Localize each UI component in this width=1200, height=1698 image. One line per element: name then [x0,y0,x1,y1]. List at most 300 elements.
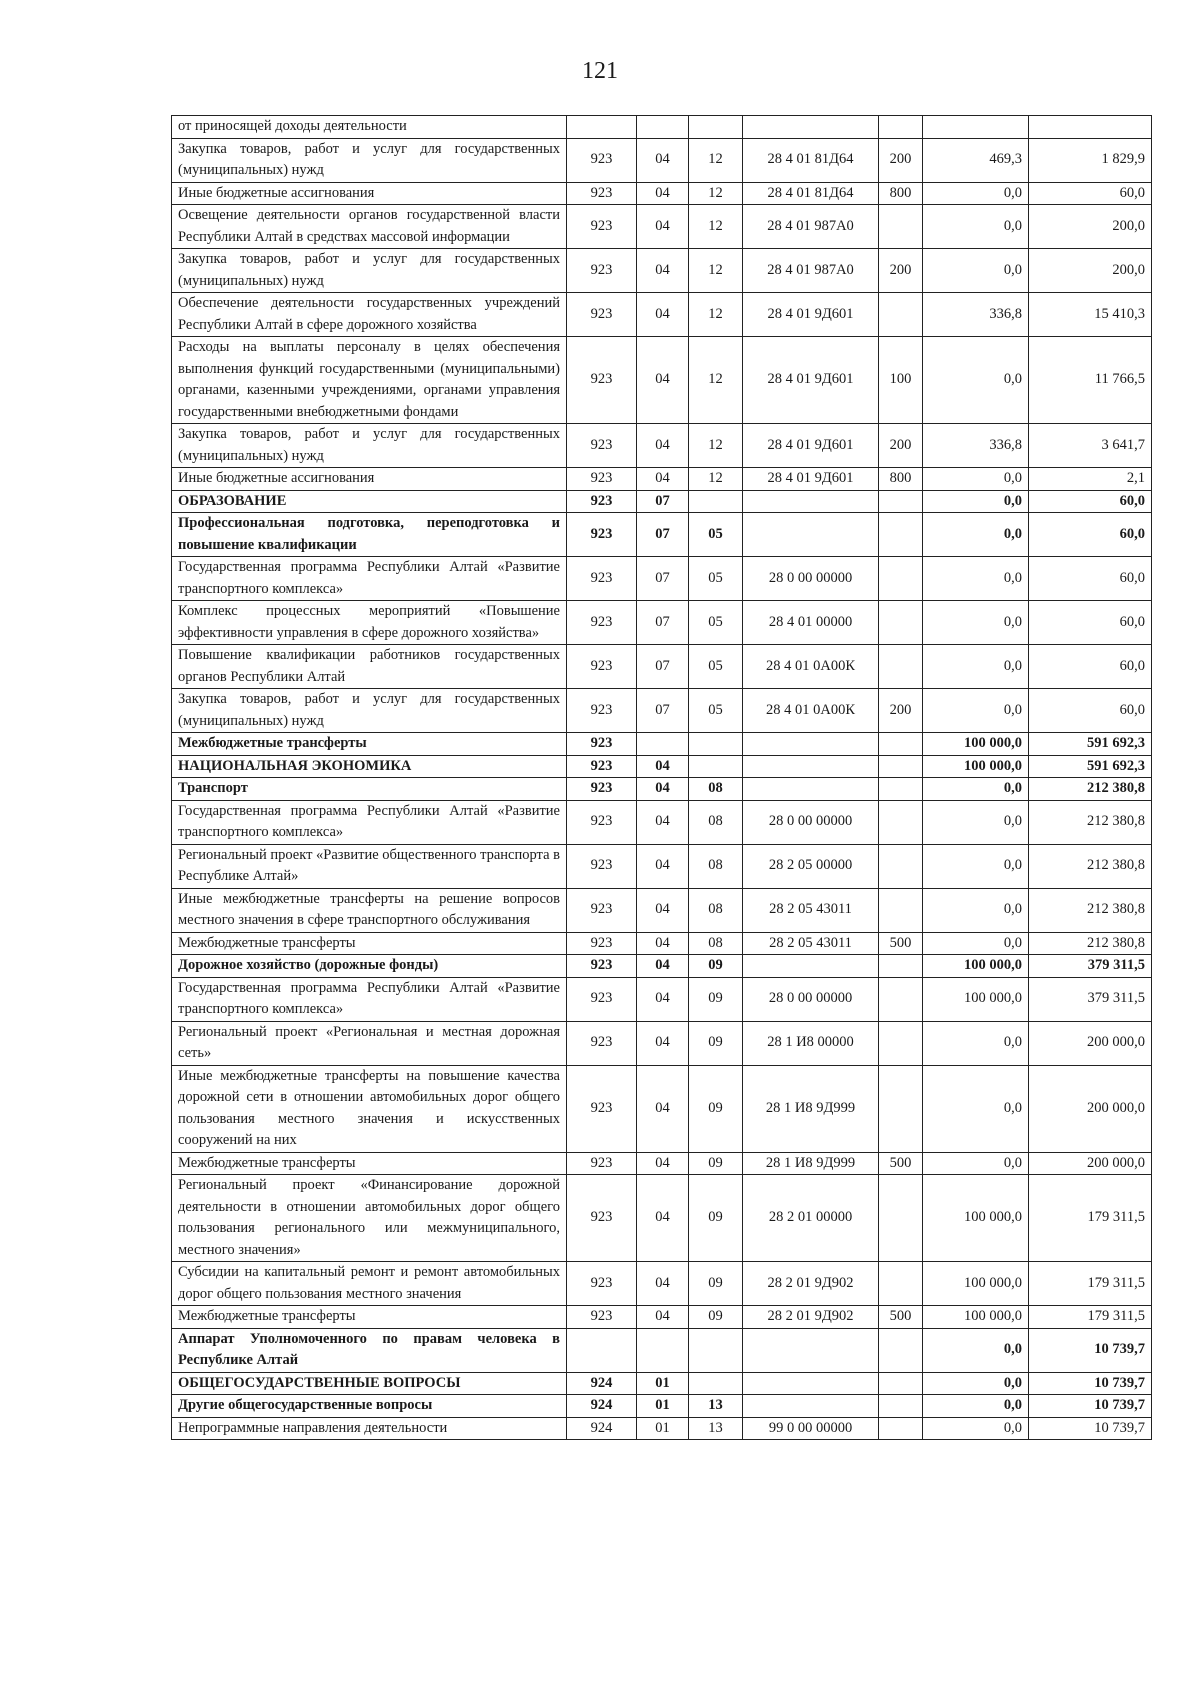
amount-1-cell: 100 000,0 [923,1262,1029,1306]
table-row [172,888,1152,932]
table-row [172,1065,1152,1152]
amount-2-cell: 179 311,5 [1029,1262,1152,1306]
expense-name-cell: Иные бюджетные ассигнования [172,182,567,205]
table-row [172,689,1152,733]
subsection-code-cell: 05 [689,513,743,557]
expense-name-cell: Закупка товаров, работ и услуг для государственных (муниципальных) нужд [172,138,567,182]
subsection-code-cell: 08 [689,778,743,801]
expense-name-cell: Региональный проект «Финансирование дорожной деятельности в отношении автомобильных дорог общего пользования регионального или межмуниципального, местного значения» [172,1175,567,1262]
amount-2-cell: 10 739,7 [1029,1328,1152,1372]
expense-name-cell: Иные межбюджетные трансферты на решение вопросов местного значения в сфере транспортного обслуживания [172,888,567,932]
subsection-code-cell: 13 [689,1395,743,1418]
ministry-code-cell: 923 [567,755,637,778]
amount-1-cell: 0,0 [923,205,1029,249]
target-article-cell: 28 4 01 9Д601 [743,337,879,424]
target-article-cell [743,955,879,978]
target-article-cell: 28 4 01 0А00К [743,645,879,689]
ministry-code-cell: 923 [567,1021,637,1065]
amount-1-cell: 0,0 [923,645,1029,689]
expense-name-cell: Комплекс процессных мероприятий «Повышение эффективности управления в сфере дорожного хозяйства» [172,601,567,645]
amount-2-cell: 60,0 [1029,490,1152,513]
subsection-code-cell: 12 [689,138,743,182]
target-article-cell: 28 4 01 987А0 [743,205,879,249]
ministry-code-cell: 923 [567,778,637,801]
expense-name-cell: Закупка товаров, работ и услуг для государственных (муниципальных) нужд [172,689,567,733]
table-row [172,468,1152,491]
ministry-code-cell: 924 [567,1417,637,1440]
section-code-cell [637,733,689,756]
amount-2-cell: 200,0 [1029,205,1152,249]
amount-1-cell: 0,0 [923,337,1029,424]
amount-1-cell: 0,0 [923,557,1029,601]
target-article-cell [743,513,879,557]
target-article-cell: 28 4 01 00000 [743,601,879,645]
subsection-code-cell: 08 [689,932,743,955]
target-article-cell: 99 0 00 00000 [743,1417,879,1440]
expense-type-cell [879,490,923,513]
amount-1-cell: 100 000,0 [923,733,1029,756]
subsection-code-cell: 12 [689,337,743,424]
budget-table [171,115,1152,1440]
amount-1-cell: 0,0 [923,249,1029,293]
section-code-cell: 04 [637,1175,689,1262]
section-code-cell: 04 [637,424,689,468]
amount-1-cell: 100 000,0 [923,977,1029,1021]
expense-type-cell: 500 [879,1152,923,1175]
amount-1-cell: 0,0 [923,601,1029,645]
section-code-cell: 04 [637,293,689,337]
expense-name-cell: Государственная программа Республики Алтай «Развитие транспортного комплекса» [172,977,567,1021]
table-row [172,755,1152,778]
ministry-code-cell: 923 [567,689,637,733]
target-article-cell: 28 4 01 81Д64 [743,138,879,182]
section-code-cell: 04 [637,1152,689,1175]
table-row [172,1262,1152,1306]
table-row [172,205,1152,249]
expense-type-cell [879,293,923,337]
expense-type-cell [879,1021,923,1065]
subsection-code-cell: 12 [689,468,743,491]
ministry-code-cell: 923 [567,138,637,182]
section-code-cell: 04 [637,888,689,932]
expense-type-cell [879,557,923,601]
table-row [172,182,1152,205]
ministry-code-cell: 923 [567,182,637,205]
ministry-code-cell: 923 [567,337,637,424]
section-code-cell: 04 [637,800,689,844]
section-code-cell: 01 [637,1417,689,1440]
target-article-cell: 28 2 05 00000 [743,844,879,888]
amount-2-cell: 1 829,9 [1029,138,1152,182]
table-row [172,844,1152,888]
expense-name-cell: Региональный проект «Региональная и местная дорожная сеть» [172,1021,567,1065]
amount-2-cell: 60,0 [1029,513,1152,557]
target-article-cell: 28 2 05 43011 [743,932,879,955]
ministry-code-cell: 923 [567,1262,637,1306]
subsection-code-cell [689,490,743,513]
amount-2-cell: 60,0 [1029,689,1152,733]
expense-type-cell [879,755,923,778]
section-code-cell: 04 [637,1306,689,1329]
amount-2-cell [1029,116,1152,139]
subsection-code-cell: 09 [689,1065,743,1152]
target-article-cell: 28 1 И8 00000 [743,1021,879,1065]
ministry-code-cell: 923 [567,468,637,491]
expense-name-cell: Закупка товаров, работ и услуг для государственных (муниципальных) нужд [172,249,567,293]
amount-2-cell: 200 000,0 [1029,1152,1152,1175]
section-code-cell: 07 [637,645,689,689]
expense-type-cell [879,977,923,1021]
subsection-code-cell: 12 [689,182,743,205]
subsection-code-cell: 05 [689,645,743,689]
amount-1-cell: 0,0 [923,888,1029,932]
expense-type-cell: 200 [879,249,923,293]
expense-type-cell [879,645,923,689]
table-row [172,513,1152,557]
section-code-cell: 07 [637,513,689,557]
amount-1-cell: 336,8 [923,424,1029,468]
expense-name-cell: ОБРАЗОВАНИЕ [172,490,567,513]
amount-2-cell: 10 739,7 [1029,1372,1152,1395]
amount-2-cell: 591 692,3 [1029,733,1152,756]
amount-1-cell: 0,0 [923,844,1029,888]
table-row [172,645,1152,689]
section-code-cell: 07 [637,689,689,733]
target-article-cell: 28 4 01 9Д601 [743,293,879,337]
table-row [172,1328,1152,1372]
amount-2-cell: 379 311,5 [1029,977,1152,1021]
expense-type-cell: 800 [879,468,923,491]
section-code-cell: 04 [637,1021,689,1065]
ministry-code-cell: 923 [567,293,637,337]
table-row [172,1021,1152,1065]
amount-1-cell: 469,3 [923,138,1029,182]
table-row [172,932,1152,955]
ministry-code-cell [567,116,637,139]
ministry-code-cell: 923 [567,1306,637,1329]
target-article-cell [743,116,879,139]
expense-type-cell: 500 [879,1306,923,1329]
section-code-cell: 01 [637,1395,689,1418]
expense-name-cell: Государственная программа Республики Алтай «Развитие транспортного комплекса» [172,800,567,844]
amount-1-cell: 0,0 [923,1372,1029,1395]
ministry-code-cell: 923 [567,955,637,978]
table-row [172,1306,1152,1329]
expense-name-cell: Транспорт [172,778,567,801]
subsection-code-cell [689,733,743,756]
target-article-cell [743,1328,879,1372]
ministry-code-cell: 923 [567,844,637,888]
subsection-code-cell: 08 [689,888,743,932]
subsection-code-cell: 13 [689,1417,743,1440]
ministry-code-cell: 923 [567,601,637,645]
table-row [172,293,1152,337]
amount-1-cell: 0,0 [923,1021,1029,1065]
expense-type-cell [879,1417,923,1440]
table-row [172,800,1152,844]
amount-2-cell: 60,0 [1029,601,1152,645]
table-row [172,955,1152,978]
expense-name-cell: Обеспечение деятельности государственных учреждений Республики Алтай в сфере дорожного хозяйства [172,293,567,337]
table-row [172,733,1152,756]
section-code-cell: 04 [637,337,689,424]
expense-type-cell [879,1175,923,1262]
subsection-code-cell: 09 [689,955,743,978]
amount-2-cell: 212 380,8 [1029,778,1152,801]
amount-1-cell: 0,0 [923,1065,1029,1152]
target-article-cell [743,1372,879,1395]
target-article-cell: 28 4 01 0А00К [743,689,879,733]
expense-name-cell: Дорожное хозяйство (дорожные фонды) [172,955,567,978]
subsection-code-cell [689,116,743,139]
expense-name-cell: от приносящей доходы деятельности [172,116,567,139]
subsection-code-cell [689,1328,743,1372]
ministry-code-cell [567,1328,637,1372]
expense-type-cell [879,844,923,888]
amount-2-cell: 212 380,8 [1029,800,1152,844]
expense-name-cell: Межбюджетные трансферты [172,1152,567,1175]
section-code-cell: 04 [637,955,689,978]
expense-type-cell [879,601,923,645]
amount-1-cell: 0,0 [923,513,1029,557]
amount-1-cell: 0,0 [923,182,1029,205]
amount-2-cell: 200 000,0 [1029,1065,1152,1152]
ministry-code-cell: 924 [567,1372,637,1395]
subsection-code-cell: 09 [689,1152,743,1175]
table-row [172,138,1152,182]
target-article-cell: 28 2 05 43011 [743,888,879,932]
subsection-code-cell: 09 [689,1175,743,1262]
ministry-code-cell: 924 [567,1395,637,1418]
section-code-cell: 07 [637,601,689,645]
section-code-cell: 04 [637,182,689,205]
table-row [172,1152,1152,1175]
amount-2-cell: 15 410,3 [1029,293,1152,337]
subsection-code-cell: 05 [689,689,743,733]
section-code-cell: 04 [637,249,689,293]
expense-name-cell: Повышение квалификации работников государственных органов Республики Алтай [172,645,567,689]
section-code-cell [637,1328,689,1372]
expense-name-cell: Освещение деятельности органов государственной власти Республики Алтай в средствах массовой информации [172,205,567,249]
expense-name-cell: Государственная программа Республики Алтай «Развитие транспортного комплекса» [172,557,567,601]
amount-2-cell: 179 311,5 [1029,1175,1152,1262]
table-row [172,778,1152,801]
page-number: 121 [582,58,618,84]
ministry-code-cell: 923 [567,1152,637,1175]
amount-1-cell: 0,0 [923,1395,1029,1418]
target-article-cell: 28 2 01 00000 [743,1175,879,1262]
expense-type-cell [879,205,923,249]
section-code-cell: 04 [637,844,689,888]
table-row [172,490,1152,513]
target-article-cell: 28 0 00 00000 [743,557,879,601]
amount-1-cell: 0,0 [923,490,1029,513]
section-code-cell: 04 [637,977,689,1021]
amount-1-cell: 0,0 [923,1152,1029,1175]
table-row [172,1395,1152,1418]
subsection-code-cell: 08 [689,800,743,844]
amount-1-cell: 0,0 [923,800,1029,844]
subsection-code-cell: 09 [689,1306,743,1329]
amount-1-cell: 100 000,0 [923,755,1029,778]
section-code-cell: 04 [637,205,689,249]
ministry-code-cell: 923 [567,1175,637,1262]
amount-2-cell: 10 739,7 [1029,1395,1152,1418]
amount-2-cell: 179 311,5 [1029,1306,1152,1329]
section-code-cell [637,116,689,139]
subsection-code-cell: 08 [689,844,743,888]
amount-1-cell: 100 000,0 [923,955,1029,978]
amount-2-cell: 591 692,3 [1029,755,1152,778]
amount-1-cell: 0,0 [923,689,1029,733]
expense-type-cell: 200 [879,424,923,468]
expense-type-cell [879,1262,923,1306]
expense-name-cell: Другие общегосударственные вопросы [172,1395,567,1418]
ministry-code-cell: 923 [567,1065,637,1152]
target-article-cell: 28 4 01 987А0 [743,249,879,293]
target-article-cell: 28 2 01 9Д902 [743,1306,879,1329]
amount-1-cell: 0,0 [923,932,1029,955]
expense-type-cell [879,800,923,844]
expense-name-cell: Расходы на выплаты персоналу в целях обеспечения выполнения функций государственными (муниципальными) органами, казенными учреждениями, органами управления государственными внебюджетными фондами [172,337,567,424]
table-row [172,977,1152,1021]
subsection-code-cell: 09 [689,977,743,1021]
expense-type-cell [879,778,923,801]
expense-type-cell: 500 [879,932,923,955]
expense-type-cell [879,116,923,139]
ministry-code-cell: 923 [567,888,637,932]
amount-1-cell: 336,8 [923,293,1029,337]
target-article-cell [743,778,879,801]
subsection-code-cell: 12 [689,205,743,249]
section-code-cell: 04 [637,778,689,801]
expense-type-cell [879,733,923,756]
amount-2-cell: 2,1 [1029,468,1152,491]
amount-2-cell: 212 380,8 [1029,844,1152,888]
table-row [172,1417,1152,1440]
expense-name-cell: Региональный проект «Развитие общественного транспорта в Республике Алтай» [172,844,567,888]
expense-type-cell: 100 [879,337,923,424]
target-article-cell: 28 1 И8 9Д999 [743,1065,879,1152]
amount-2-cell: 212 380,8 [1029,888,1152,932]
amount-1-cell: 100 000,0 [923,1306,1029,1329]
amount-2-cell: 200 000,0 [1029,1021,1152,1065]
subsection-code-cell: 05 [689,601,743,645]
section-code-cell: 04 [637,1262,689,1306]
expense-type-cell [879,1372,923,1395]
ministry-code-cell: 923 [567,513,637,557]
expense-type-cell [879,513,923,557]
table-body [172,116,1152,1440]
ministry-code-cell: 923 [567,800,637,844]
amount-1-cell: 0,0 [923,1417,1029,1440]
expense-name-cell: Межбюджетные трансферты [172,932,567,955]
amount-2-cell: 60,0 [1029,645,1152,689]
section-code-cell: 04 [637,1065,689,1152]
expense-type-cell [879,1065,923,1152]
subsection-code-cell: 09 [689,1262,743,1306]
expense-type-cell: 200 [879,689,923,733]
expense-type-cell [879,1328,923,1372]
amount-1-cell: 0,0 [923,1328,1029,1372]
ministry-code-cell: 923 [567,424,637,468]
section-code-cell: 04 [637,755,689,778]
target-article-cell [743,755,879,778]
section-code-cell: 07 [637,490,689,513]
amount-1-cell [923,116,1029,139]
expense-type-cell [879,955,923,978]
target-article-cell [743,733,879,756]
ministry-code-cell: 923 [567,205,637,249]
amount-2-cell: 60,0 [1029,557,1152,601]
ministry-code-cell: 923 [567,932,637,955]
amount-2-cell: 379 311,5 [1029,955,1152,978]
subsection-code-cell: 12 [689,249,743,293]
target-article-cell: 28 2 01 9Д902 [743,1262,879,1306]
target-article-cell: 28 4 01 9Д601 [743,468,879,491]
table-row [172,424,1152,468]
target-article-cell [743,1395,879,1418]
expense-name-cell: Межбюджетные трансферты [172,1306,567,1329]
ministry-code-cell: 923 [567,645,637,689]
expense-name-cell: Иные бюджетные ассигнования [172,468,567,491]
subsection-code-cell [689,755,743,778]
section-code-cell: 01 [637,1372,689,1395]
expense-name-cell: Иные межбюджетные трансферты на повышение качества дорожной сети в отношении автомобильных дорог общего пользования местного значения и искусственных сооружений на них [172,1065,567,1152]
amount-2-cell: 11 766,5 [1029,337,1152,424]
ministry-code-cell: 923 [567,977,637,1021]
target-article-cell [743,490,879,513]
expense-type-cell: 800 [879,182,923,205]
target-article-cell: 28 1 И8 9Д999 [743,1152,879,1175]
section-code-cell: 04 [637,932,689,955]
subsection-code-cell [689,1372,743,1395]
subsection-code-cell: 12 [689,293,743,337]
amount-2-cell: 10 739,7 [1029,1417,1152,1440]
table-row [172,337,1152,424]
amount-2-cell: 212 380,8 [1029,932,1152,955]
expense-name-cell: Закупка товаров, работ и услуг для государственных (муниципальных) нужд [172,424,567,468]
expense-name-cell: Непрограммные направления деятельности [172,1417,567,1440]
table-row [172,601,1152,645]
subsection-code-cell: 05 [689,557,743,601]
target-article-cell: 28 4 01 81Д64 [743,182,879,205]
target-article-cell: 28 0 00 00000 [743,977,879,1021]
ministry-code-cell: 923 [567,733,637,756]
amount-1-cell: 0,0 [923,778,1029,801]
section-code-cell: 07 [637,557,689,601]
table-row [172,557,1152,601]
expense-name-cell: Аппарат Уполномоченного по правам человека в Республике Алтай [172,1328,567,1372]
table-row [172,249,1152,293]
table-row [172,116,1152,139]
expense-name-cell: ОБЩЕГОСУДАРСТВЕННЫЕ ВОПРОСЫ [172,1372,567,1395]
target-article-cell: 28 0 00 00000 [743,800,879,844]
amount-2-cell: 3 641,7 [1029,424,1152,468]
subsection-code-cell: 09 [689,1021,743,1065]
table-row [172,1175,1152,1262]
section-code-cell: 04 [637,468,689,491]
expense-type-cell: 200 [879,138,923,182]
ministry-code-cell: 923 [567,557,637,601]
amount-1-cell: 0,0 [923,468,1029,491]
section-code-cell: 04 [637,138,689,182]
table-row [172,1372,1152,1395]
expense-type-cell [879,888,923,932]
amount-2-cell: 60,0 [1029,182,1152,205]
expense-name-cell: Межбюджетные трансферты [172,733,567,756]
amount-1-cell: 100 000,0 [923,1175,1029,1262]
